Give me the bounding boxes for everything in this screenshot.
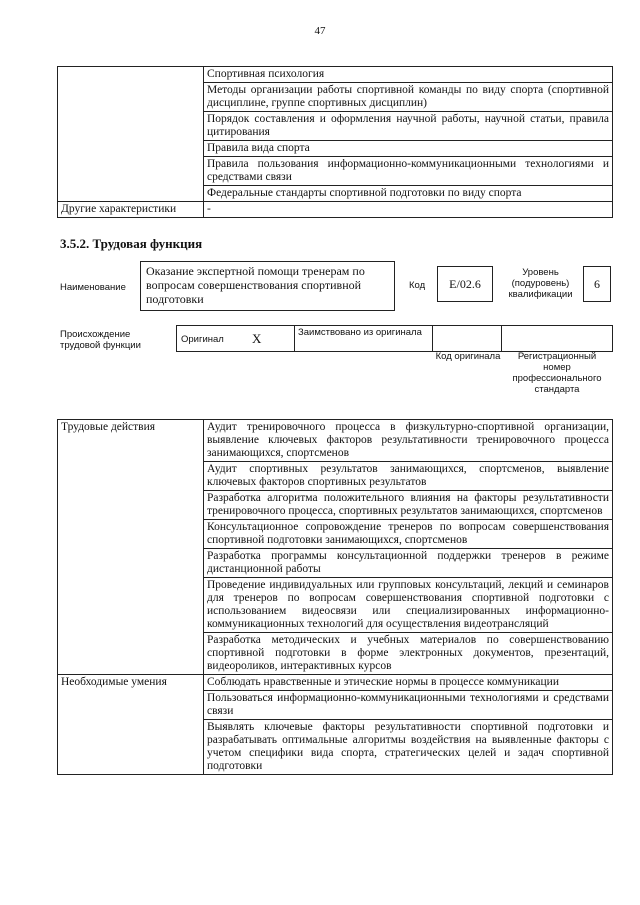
labor-action: Аудит тренировочного процесса в физкультурно-спортивной организации, выявление ключевых факторов результативности тренировочного процесса занимающихся, спортсменов — [204, 420, 613, 462]
required-skill: Пользоваться информационно-коммуникационными технологиями и средствами связи — [204, 691, 613, 720]
knowledge-item: Федеральные стандарты спортивной подготовки по виду спорта — [204, 186, 613, 202]
code-label: Код — [409, 280, 426, 291]
labor-action: Разработка методических и учебных материалов по совершенствованию спортивной подготовки в форме электронных документов, презентаций, видеороликов, интерактивных курсов — [204, 633, 613, 675]
page-number: 47 — [314, 25, 326, 37]
labor-function-table — [57, 419, 613, 775]
labor-actions-label: Трудовые действия — [58, 420, 204, 675]
name-label: Наименование — [60, 282, 126, 293]
original-mark: X — [252, 331, 262, 346]
knowledge-item: Спортивная психология — [204, 67, 613, 83]
code-original-cell — [432, 325, 502, 352]
table-row — [58, 675, 613, 691]
origin-row — [176, 325, 613, 352]
origin-label: Происхождение трудовой функции — [60, 329, 141, 351]
section-title: 3.5.2. Трудовая функция — [60, 236, 203, 251]
knowledge-item: Правила пользования информационно-коммуникационными технологиями и средствами связи — [204, 157, 613, 186]
level-value-box: 6 — [583, 266, 611, 302]
table-row — [58, 420, 613, 462]
borrowed-cell: Заимствовано из оригинала — [294, 325, 433, 352]
table-row — [58, 202, 613, 218]
knowledge-item: Правила вида спорта — [204, 141, 613, 157]
knowledge-item: Методы организации работы спортивной команды по виду спорта (спортивной дисциплине, группе спортивных дисциплин) — [204, 83, 613, 112]
other-characteristics-label: Другие характеристики — [58, 202, 204, 218]
other-characteristics-value: - — [204, 202, 613, 218]
knowledge-table — [57, 66, 613, 218]
knowledge-item: Порядок составления и оформления научной работы, научной статьи, правила цитирования — [204, 112, 613, 141]
required-skill: Выявлять ключевые факторы результативности спортивной подготовки и разрабатывать оптимальные алгоритмы воздействия на выявленные факторы с учетом специфики вида спорта, стратегических целей и задач спортивной подготовки — [204, 720, 613, 775]
required-skills-label: Необходимые умения — [58, 675, 204, 775]
labor-action: Разработка алгоритма положительного влияния на факторы результативности тренировочного процесса, спортивных результатов занимающихся, спортсменов — [204, 491, 613, 520]
code-value-box: E/02.6 — [437, 266, 493, 302]
labor-action: Аудит спортивных результатов занимающихся, спортсменов, выявление ключевых факторов спортивных результатов — [204, 462, 613, 491]
function-name-box: Оказание экспертной помощи тренерам по вопросам совершенствования спортивной подготовки — [140, 261, 395, 311]
code-original-caption: Код оригинала — [435, 351, 501, 362]
reg-number-caption: Регистрационный номер профессионального стандарта — [512, 351, 602, 395]
level-label: Уровень (подуровень) квалификации — [508, 267, 573, 300]
original-label: Оригинал — [181, 334, 224, 345]
empty-label-cell — [58, 67, 204, 202]
labor-action: Консультационное сопровождение тренеров по вопросам совершенствования спортивной подготовки занимающихся, спортсменов — [204, 520, 613, 549]
labor-action: Разработка программы консультационной поддержки тренеров в режиме дистанционной работы — [204, 549, 613, 578]
labor-action: Проведение индивидуальных или групповых консультаций, лекций и семинаров для тренеров по вопросам совершенствования спортивной подготовки с использованием видеосвязи или специализированных информационно-коммуникационных технологий для осуществления видеотрансляций — [204, 578, 613, 633]
table-row — [58, 67, 613, 83]
original-cell — [176, 325, 295, 352]
reg-number-cell — [501, 325, 613, 352]
required-skill: Соблюдать нравственные и этические нормы в процессе коммуникации — [204, 675, 613, 691]
